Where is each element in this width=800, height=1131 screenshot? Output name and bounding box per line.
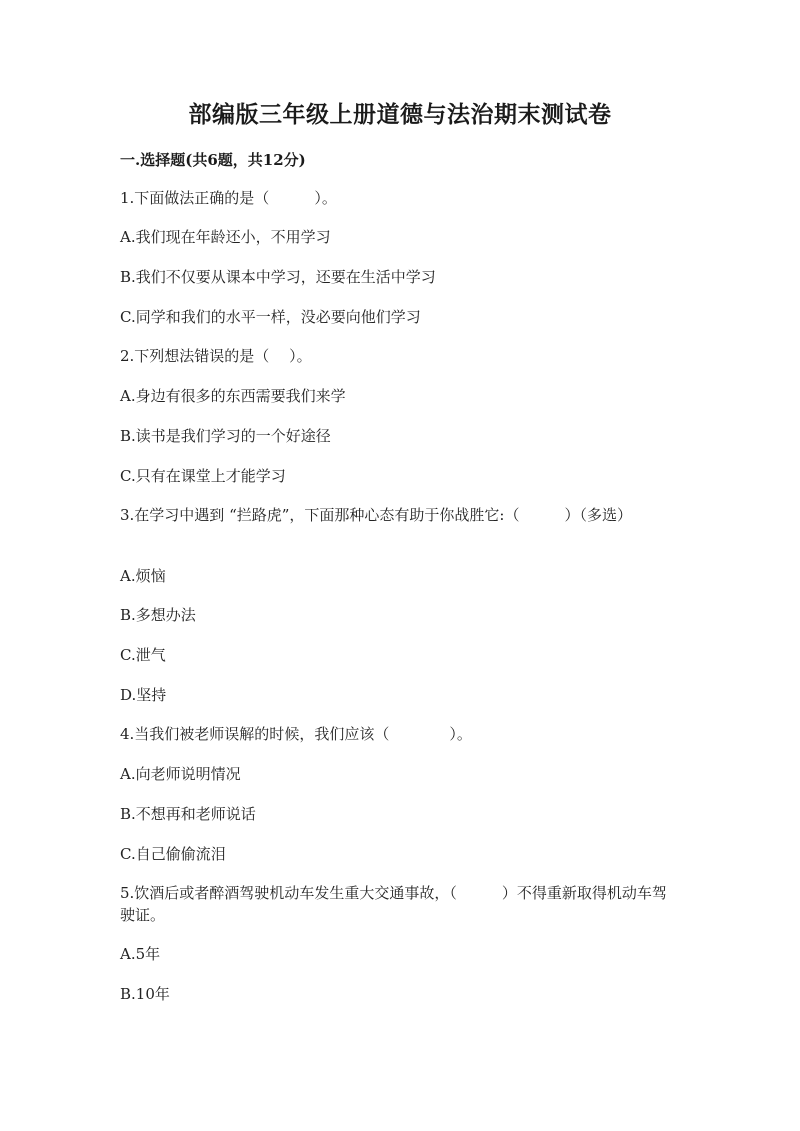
question-3-option-c: C.泄气 [120, 646, 166, 664]
question-1-option-c: C.同学和我们的水平一样，没必要向他们学习 [120, 308, 421, 326]
page-title: 部编版三年级上册道德与法治期末测试卷 [188, 101, 612, 128]
question-5-stem: 5.饮酒后或者醉酒驾驶机动车发生重大交通事故，（ ）不得重新取得机动车驾驶证。 [120, 884, 667, 924]
question-4-stem: 4.当我们被老师误解的时候，我们应该（ ）。 [120, 725, 472, 743]
question-1-stem: 1.下面做法正确的是（ ）。 [120, 189, 337, 207]
question-2-option-a: A.身边有很多的东西需要我们来学 [120, 387, 346, 405]
question-3-stem: 3.在学习中遇到 “拦路虎”，下面那种心态有助于你战胜它:（ ）（多选） [120, 506, 632, 524]
question-3-option-a: A.烦恼 [120, 567, 166, 585]
question-5-option-b: B.10年 [120, 985, 170, 1003]
question-1-option-a: A.我们现在年龄还小，不用学习 [120, 228, 331, 246]
question-2-option-b: B.读书是我们学习的一个好途径 [120, 427, 331, 445]
question-1-option-b: B.我们不仅要从课本中学习，还要在生活中学习 [120, 268, 436, 286]
question-4-option-b: B.不想再和老师说话 [120, 805, 256, 823]
section-heading: 一.选择题(共6题，共12分) [120, 151, 306, 169]
question-4-option-c: C.自己偷偷流泪 [120, 845, 226, 863]
question-3-option-b: B.多想办法 [120, 606, 196, 624]
question-2-stem: 2.下列想法错误的是（ ）。 [120, 347, 312, 365]
question-3-option-d: D.坚持 [120, 686, 167, 704]
question-4-option-a: A.向老师说明情况 [120, 765, 241, 783]
question-5-option-a: A.5年 [120, 945, 161, 963]
question-2-option-c: C.只有在课堂上才能学习 [120, 467, 286, 485]
